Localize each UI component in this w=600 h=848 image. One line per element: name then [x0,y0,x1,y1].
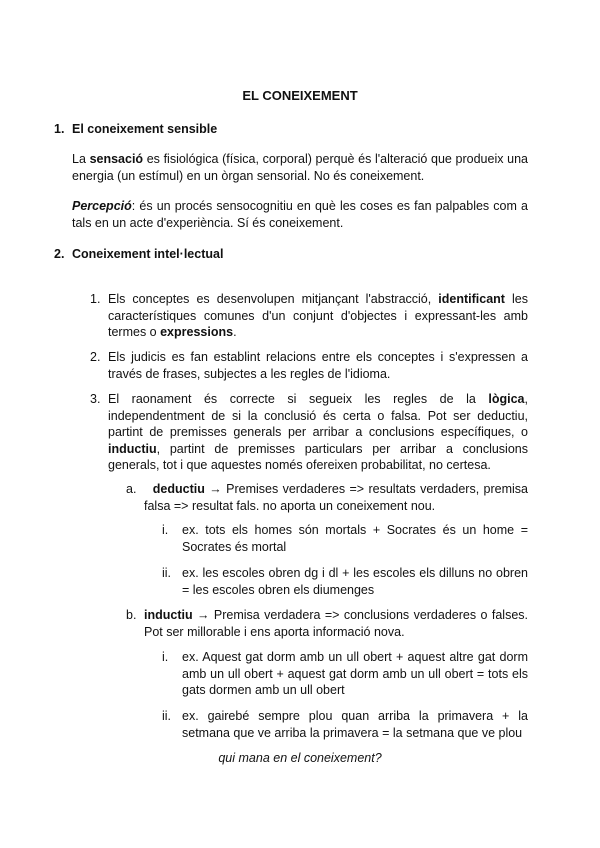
list-marker: 1. [90,292,101,306]
text: : és un procés sensocognitiu en què les coses es fan palpables com a tals en un acte d'experiència. Sí és coneixement. [72,199,528,230]
term-logica: lògica [488,392,525,406]
text: Els conceptes es desenvolupen mitjançant l'abstracció, [108,292,439,306]
term-inductiu: inductiu [144,608,193,622]
section-2-number: 2. [54,247,65,261]
list-item-judicis [90,349,528,382]
text: La [72,152,90,166]
list-marker: ii. [162,709,172,723]
text: . [233,325,237,339]
list-marker: 3. [90,392,101,406]
term-identificant: identificant [438,292,505,306]
list-marker: 2. [90,350,101,364]
closing-question: qui mana en el coneixement? [218,751,382,765]
section-2-title: Coneixement intel·lectual [72,247,224,261]
example-item [162,708,528,741]
list-item-raonament [90,391,528,474]
text: es fisiológica (física, corporal) perquè és l'alteració que produeix una energia (un estímul) en un òrgan sensorial. No és coneixement. [72,152,528,183]
list-item-text [144,607,528,640]
text: → Premisa verdadera => conclusions verdaderes o falses. Pot ser millorable i ens aporta informació nova. [144,608,528,639]
text: , independentment de si la conclusió és certa o falsa. Pot ser deductiu, partint de premisses generals per arribar a conclusions específiques, o [108,392,528,439]
example-item [162,649,528,699]
example-text: ex. gairebé sempre plou quan arriba la primavera + la setmana que ve arriba la primavera = la setmana que ve plou [182,709,528,740]
section-1-heading [54,121,217,138]
section-1-title: El coneixement sensible [72,122,218,136]
list-item-text [108,291,528,341]
list-marker: ii. [162,566,172,580]
text: El raonament és correcte si segueix les regles de la [108,392,489,406]
text: les característiques comunes d'un conjunt d'objectes i expressant-les amb termes o [108,292,529,339]
example-text: ex. Aquest gat dorm amb un ull obert + aquest altre gat dorm amb un ull obert + aquest gat dorm amb un ull obert = tots els gats dormen amb un ull obert [182,650,528,697]
example-item [162,522,528,555]
sublist-item-deductiu [126,481,528,514]
list-marker: a. [126,482,137,496]
percepcio-paragraph [72,198,528,231]
list-item-text [144,481,528,514]
list-item-conceptes [90,291,528,341]
section-1-number: 1. [54,122,65,136]
sensacio-paragraph [72,151,528,184]
text: → Premises verdaderes => resultats verdaders, premisa falsa => resultat fals. no aporta un coneixement nou. [144,482,528,513]
list-marker: i. [162,523,169,537]
term-percepcio: Percepció [72,199,132,213]
section-2-heading [54,246,223,263]
example-item [162,565,528,598]
list-marker: b. [126,608,137,622]
page-title: EL CONEIXEMENT [242,88,358,103]
example-text: ex. les escoles obren dg i dl + les escoles els dilluns no obren = les escoles obren els diumenges [182,566,528,597]
list-marker: i. [162,650,169,664]
term-expressions: expressions [160,325,234,339]
term-deductiu: deductiu [152,482,205,496]
sublist-item-inductiu [126,607,528,640]
example-text: ex. tots els homes són mortals + Socrates és un home = Socrates és mortal [182,523,528,554]
term-inductiu: inductiu [108,441,157,456]
term-sensacio: sensació [89,152,144,166]
list-item-text [108,391,528,474]
text: , partint de premisses particulars per arribar a conclusions generals, tot i que aquestes només ofereixen probabilitat, no certesa. [108,441,528,472]
list-item-text: Els judicis es fan establint relacions entre els conceptes i s'expressen a través de frases, subjectes a les regles de l'idioma. [108,350,528,381]
